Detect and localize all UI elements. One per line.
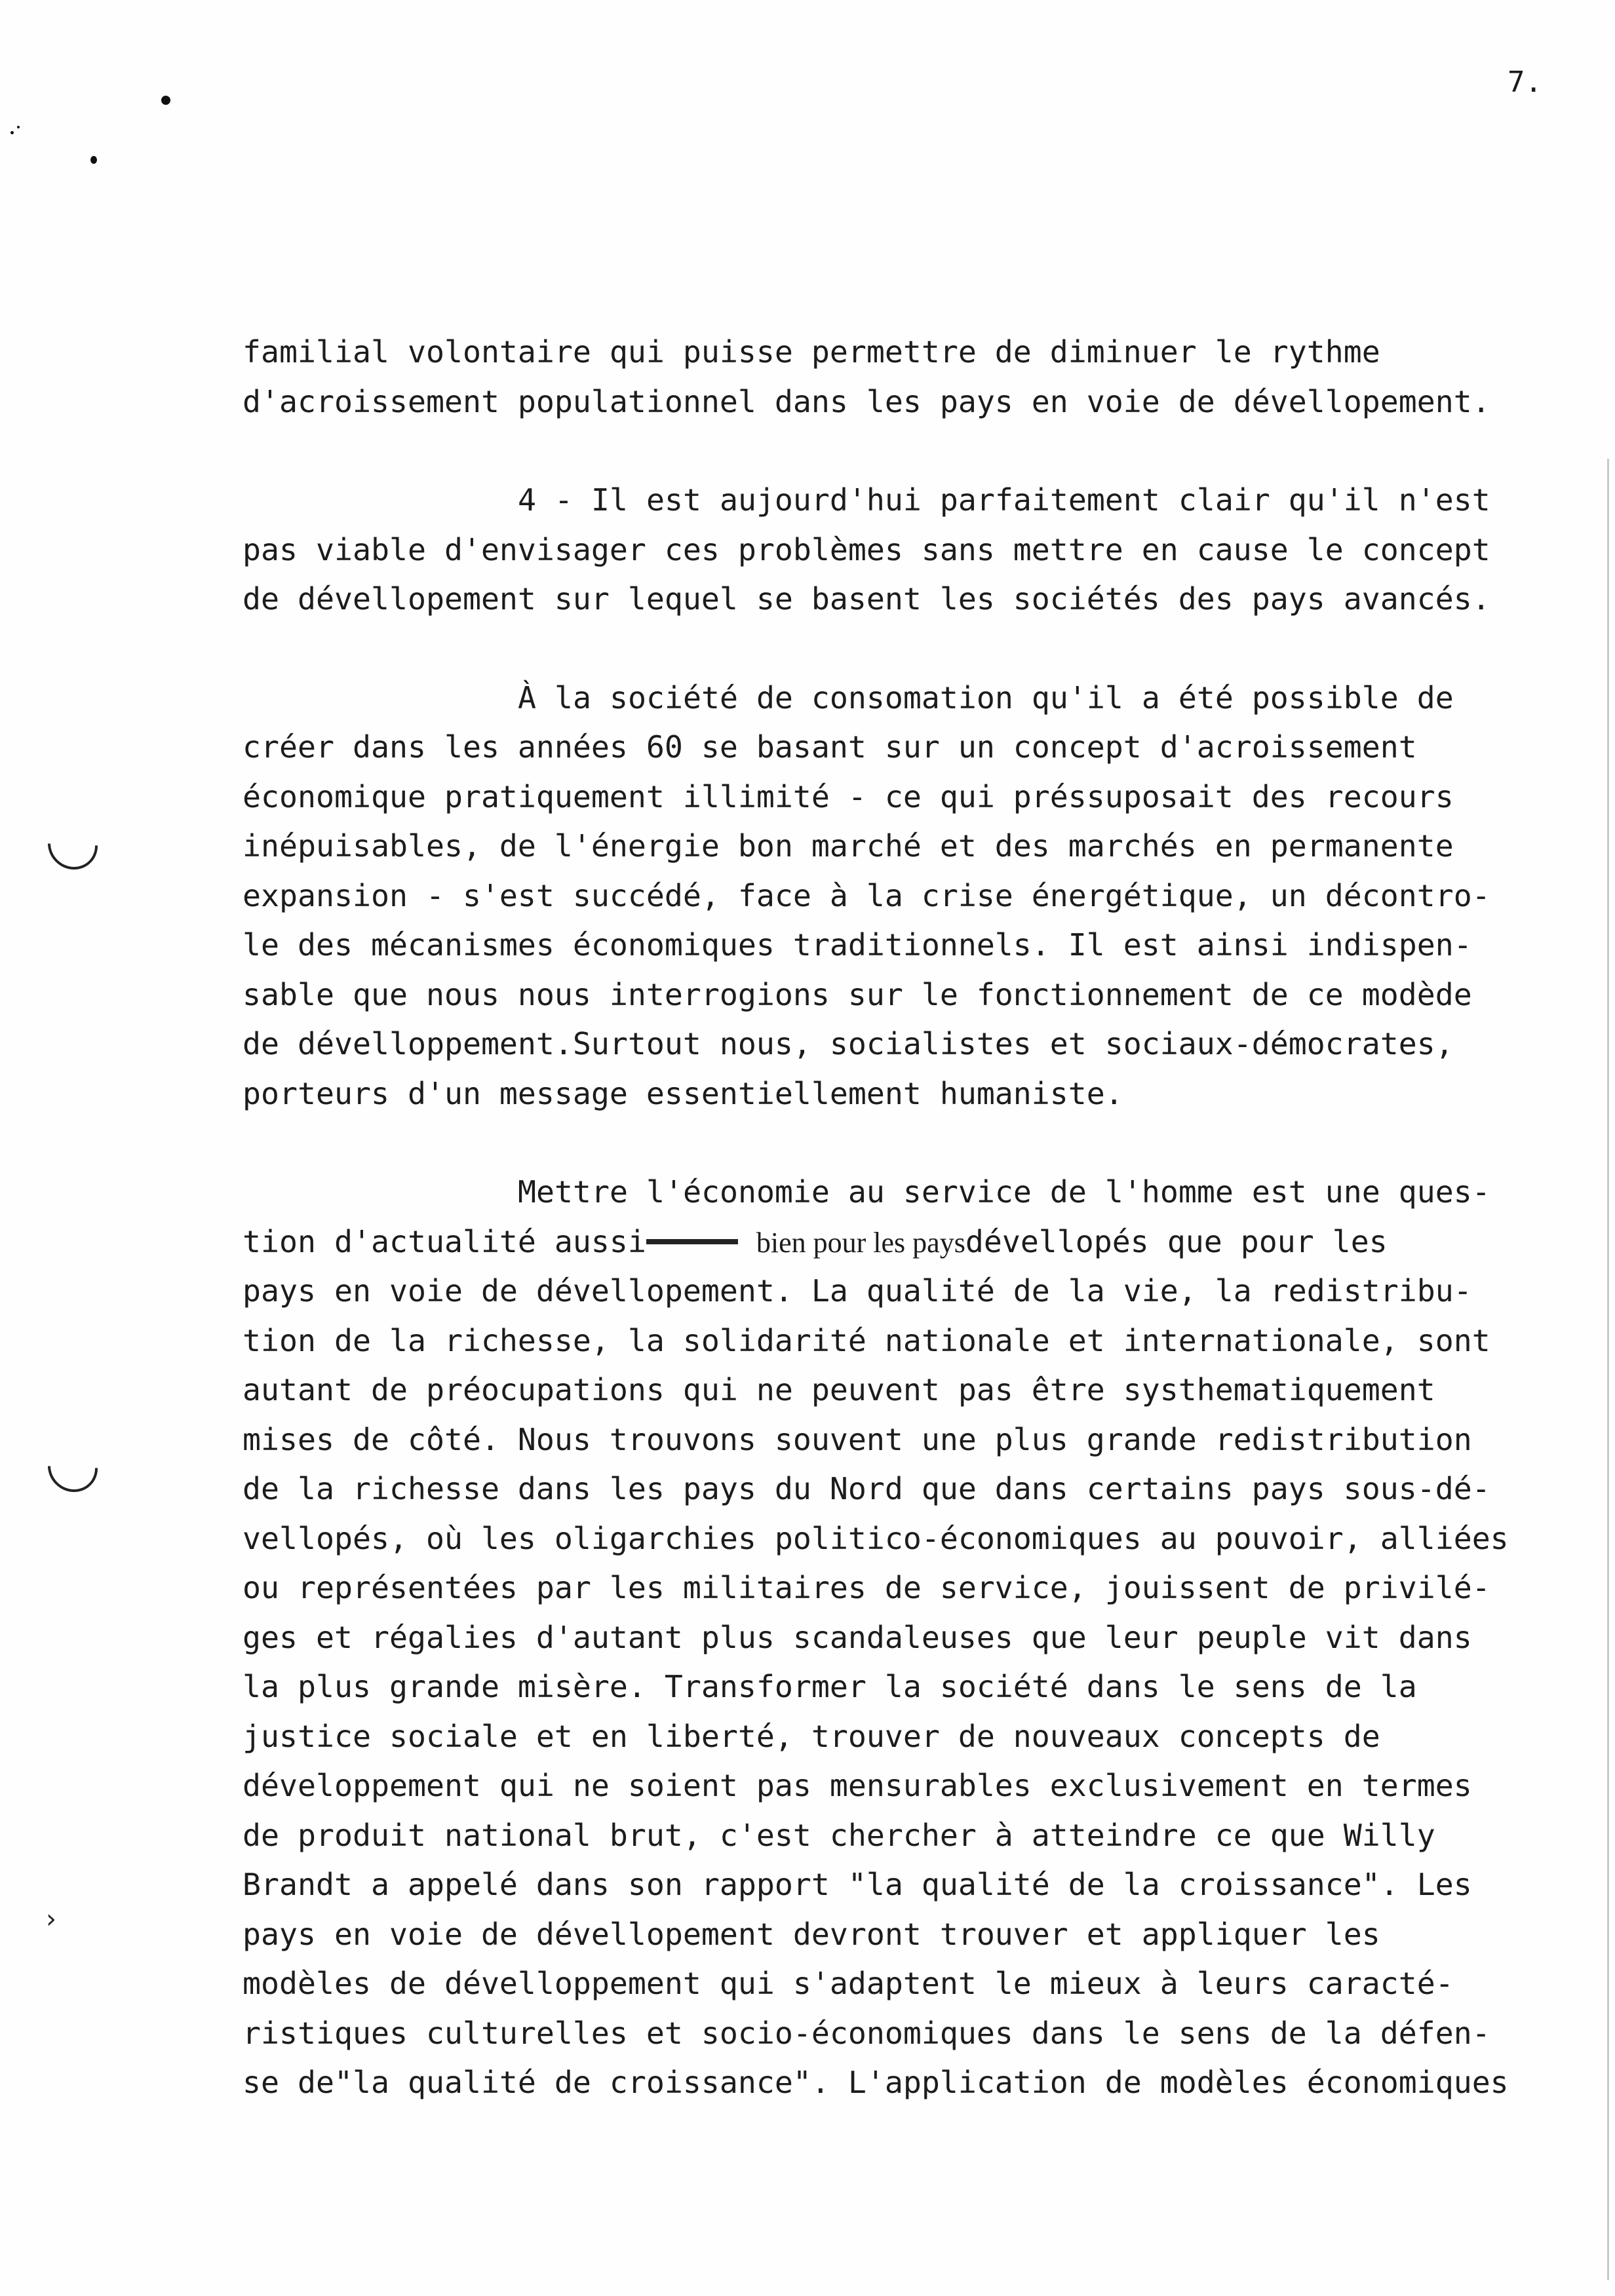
text-fragment: dévellopés que pour les (965, 1223, 1388, 1259)
paragraph (243, 328, 1606, 427)
text-line: expansion - s'est succédé, face à la crise énergétique, un décontro- (243, 877, 1490, 913)
text-line: de dévellopement sur lequel se basent les sociétés des pays avancés. (243, 581, 1490, 617)
margin-dot (90, 156, 97, 164)
text-line: économique pratiquement illimité - ce qui préssuposait des recours (243, 778, 1454, 814)
text-line: créer dans les années 60 se basant sur un concept d'acroissement (243, 729, 1417, 765)
text-line: À la société de consomation qu'il a été possible de (518, 679, 1454, 716)
text-line: 4 - Il est aujourd'hui parfaitement clair qu'il n'est (518, 482, 1490, 518)
text-fragment: tion d'actualité aussi (243, 1223, 646, 1259)
text-line: vellopés, où les oligarchies politico-économiques au pouvoir, alliées (243, 1520, 1509, 1556)
text-line: Brandt a appelé dans son rapport "la qualité de la croissance". Les (243, 1867, 1472, 1902)
punch-hole-mark (37, 1432, 107, 1502)
text-line: autant de préocupations qui ne peuvent pas être systhematiquement (243, 1372, 1435, 1407)
margin-dot (17, 126, 20, 128)
paragraph (243, 476, 1606, 624)
text-line-with-correction (243, 1217, 1606, 1267)
text-line: de dévelloppement.Surtout nous, socialistes et sociaux-démocrates, (243, 1026, 1454, 1062)
text-line: la plus grande misère. Transformer la société dans le sens de la (243, 1669, 1417, 1704)
text-line: pays en voie de dévellopement devront trouver et appliquer les (243, 1916, 1380, 1952)
text-line: tion de la richesse, la solidarité nationale et internationale, sont (243, 1322, 1490, 1358)
text-line: sable que nous nous interrogions sur le fonctionnement de ce modède (243, 976, 1472, 1012)
text-line: modèles de dévelloppement qui s'adaptent le mieux à leurs caracté- (243, 1966, 1454, 2001)
text-line: justice sociale et en liberté, trouver de nouveaux concepts de (243, 1718, 1380, 1754)
text-line: pas viable d'envisager ces problèmes sans mettre en cause le concept (243, 531, 1490, 567)
text-line: ou représentées par les militaires de service, jouissent de privilé- (243, 1570, 1490, 1605)
text-line: inépuisables, de l'énergie bon marché et des marchés en permanente (243, 828, 1454, 864)
text-line: ristiques culturelles et socio-économiques dans le sens de la défen- (243, 2015, 1490, 2051)
page-number: 7. (1508, 66, 1542, 99)
text-line: pays en voie de dévellopement. La qualité de la vie, la redistribu- (243, 1273, 1472, 1309)
margin-dot (10, 131, 14, 134)
handwritten-insertion: bien pour les pays (756, 1226, 965, 1259)
body-text (243, 328, 1606, 2157)
text-line: familial volontaire qui puisse permettre de diminuer le rythme (243, 334, 1380, 370)
text-line: porteurs d'un message essentiellement humaniste. (243, 1075, 1123, 1111)
page-edge (1607, 459, 1609, 2280)
text-line: ges et régalies d'autant plus scandaleuses que leur peuple vit dans (243, 1619, 1472, 1655)
punch-hole-mark (37, 809, 107, 879)
margin-dot (161, 96, 170, 105)
text-line: de produit national brut, c'est chercher à atteindre ce que Willy (243, 1817, 1435, 1853)
text-line: le des mécanismes économiques traditionnels. Il est ainsi indispen- (243, 927, 1472, 963)
text-line: Mettre l'économie au service de l'homme est une ques- (518, 1174, 1490, 1210)
paragraph (243, 674, 1606, 1119)
text-line: d'acroissement populationnel dans les pays en voie de dévellopement. (243, 383, 1490, 419)
text-line: développement qui ne soient pas mensurables exclusivement en termes (243, 1768, 1472, 1803)
text-line: mises de côté. Nous trouvons souvent une plus grande redistribution (243, 1421, 1472, 1457)
struck-word (646, 1217, 738, 1267)
punch-hole-mark: › (46, 1904, 56, 1934)
paragraph (243, 1168, 1606, 2108)
text-line: de la richesse dans les pays du Nord que dans certains pays sous-dé- (243, 1471, 1490, 1506)
text-line: se de"la qualité de croissance". L'application de modèles économiques (243, 2065, 1509, 2100)
